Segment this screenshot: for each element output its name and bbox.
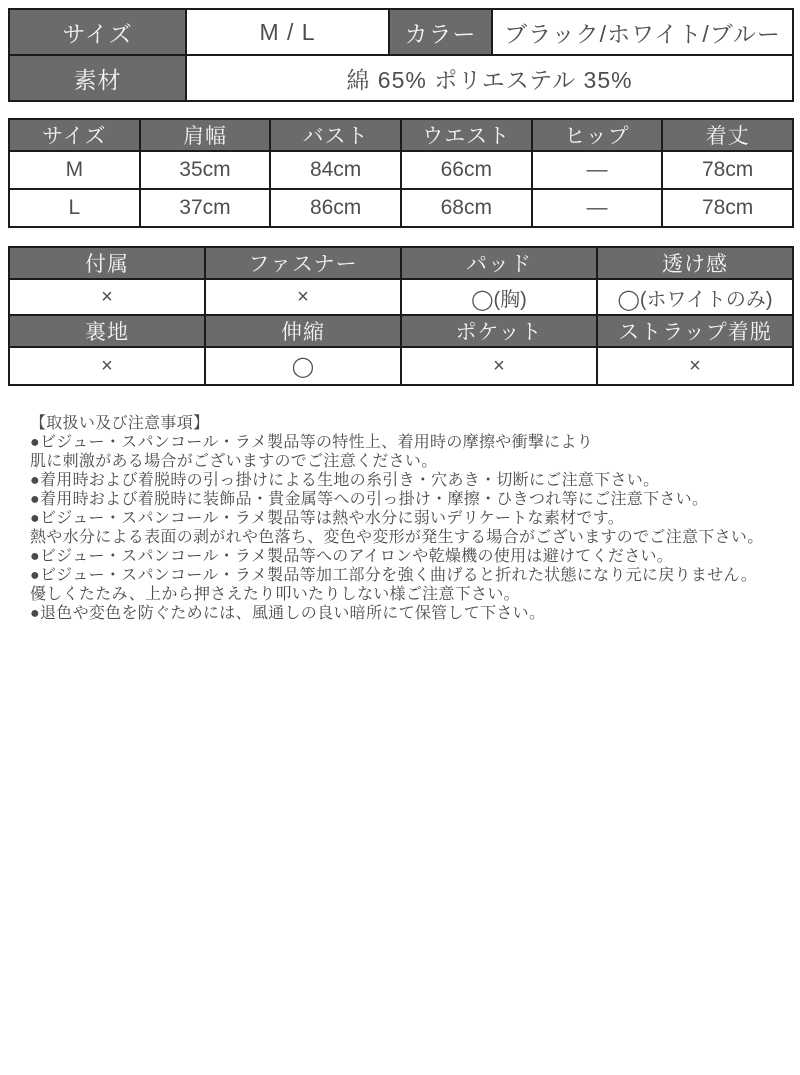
- size-chart-header-cell: ヒップ: [532, 119, 663, 151]
- size-chart-value-cell: 78cm: [662, 151, 793, 189]
- care-note-line: 優しくたたみ、上から押さえたり叩いたりしない様ご注意下さい。: [30, 586, 520, 603]
- material-label-cell: 素材: [9, 55, 186, 101]
- care-note-line: ●ビジュー・スパンコール・ラメ製品等は熱や水分に弱いデリケートな素材です。: [30, 510, 625, 527]
- color-label-cell: カラー: [389, 9, 492, 55]
- size-chart-header-cell: 肩幅: [140, 119, 271, 151]
- feature-header-cell: ストラップ着脱: [597, 315, 793, 347]
- feature-header-cell: 透け感: [597, 247, 793, 279]
- size-chart-value-cell: 84cm: [270, 151, 401, 189]
- size-chart-value-cell: —: [532, 189, 663, 227]
- size-chart-value-cell: L: [9, 189, 140, 227]
- size-chart-header-row: [9, 119, 793, 151]
- size-chart-value-cell: 35cm: [140, 151, 271, 189]
- care-note-line: ●ビジュー・スパンコール・ラメ製品等加工部分を強く曲げると折れた状態になり元に戻りません。: [30, 567, 758, 584]
- color-value-cell: ブラック/ホワイト/ブルー: [492, 9, 793, 55]
- feature-header-cell: 伸縮: [205, 315, 401, 347]
- size-chart-header-cell: サイズ: [9, 119, 140, 151]
- size-chart-value-cell: M: [9, 151, 140, 189]
- size-chart-header-cell: ウエスト: [401, 119, 532, 151]
- size-chart-value-cell: 78cm: [662, 189, 793, 227]
- product-spec-page: [0, 8, 800, 1075]
- size-chart-header-cell: 着丈: [662, 119, 793, 151]
- feature-table: [8, 246, 794, 386]
- size-chart-value-cell: 86cm: [270, 189, 401, 227]
- feature-value-row: [9, 279, 793, 315]
- care-notes-title: 【取扱い及び注意事項】: [30, 415, 210, 432]
- material-value-cell: 綿 65% ポリエステル 35%: [186, 55, 793, 101]
- feature-value-cell: ×: [9, 347, 205, 385]
- feature-header-row: [9, 315, 793, 347]
- care-note-line: ●退色や変色を防ぐためには、風通しの良い暗所にて保管して下さい。: [30, 605, 546, 622]
- feature-value-row: [9, 347, 793, 385]
- size-chart-table: [8, 118, 794, 228]
- feature-value-cell: ×: [401, 347, 597, 385]
- care-note-line: ●ビジュー・スパンコール・ラメ製品等の特性上、着用時の摩擦や衝撃により: [30, 434, 594, 451]
- size-chart-header-cell: バスト: [270, 119, 401, 151]
- size-label-cell: サイズ: [9, 9, 186, 55]
- care-note-line: ●着用時および着脱時に装飾品・貴金属等への引っ掛け・摩擦・ひきつれ等にご注意下さい。: [30, 491, 709, 508]
- feature-header-cell: ファスナー: [205, 247, 401, 279]
- care-notes: [30, 414, 792, 623]
- spec-row-size-color: [9, 9, 793, 55]
- size-row-m: [9, 151, 793, 189]
- feature-value-cell: ×: [597, 347, 793, 385]
- feature-value-cell: ×: [205, 279, 401, 315]
- feature-header-cell: パッド: [401, 247, 597, 279]
- care-note-line: 熱や水分による表面の剥がれや色落ち、変色や変形が発生する場合がございますのでご注意下さい。: [30, 529, 764, 546]
- size-chart-value-cell: 37cm: [140, 189, 271, 227]
- care-note-line: ●着用時および着脱時の引っ掛けによる生地の糸引き・穴あき・切断にご注意下さい。: [30, 472, 660, 489]
- feature-value-cell: ◯: [205, 347, 401, 385]
- size-chart-value-cell: —: [532, 151, 663, 189]
- feature-value-cell: ◯(胸): [401, 279, 597, 315]
- feature-header-cell: 付属: [9, 247, 205, 279]
- care-note-line: ●ビジュー・スパンコール・ラメ製品等へのアイロンや乾燥機の使用は避けてください。: [30, 548, 674, 565]
- feature-header-row: [9, 247, 793, 279]
- size-chart-value-cell: 66cm: [401, 151, 532, 189]
- size-row-l: [9, 189, 793, 227]
- care-note-line: 肌に刺激がある場合がございますのでご注意ください。: [30, 453, 438, 470]
- size-value-cell: M / L: [186, 9, 389, 55]
- spec-summary-table: [8, 8, 794, 102]
- spec-row-material: [9, 55, 793, 101]
- feature-value-cell: ◯(ホワイトのみ): [597, 279, 793, 315]
- feature-header-cell: ポケット: [401, 315, 597, 347]
- size-chart-value-cell: 68cm: [401, 189, 532, 227]
- feature-header-cell: 裏地: [9, 315, 205, 347]
- feature-value-cell: ×: [9, 279, 205, 315]
